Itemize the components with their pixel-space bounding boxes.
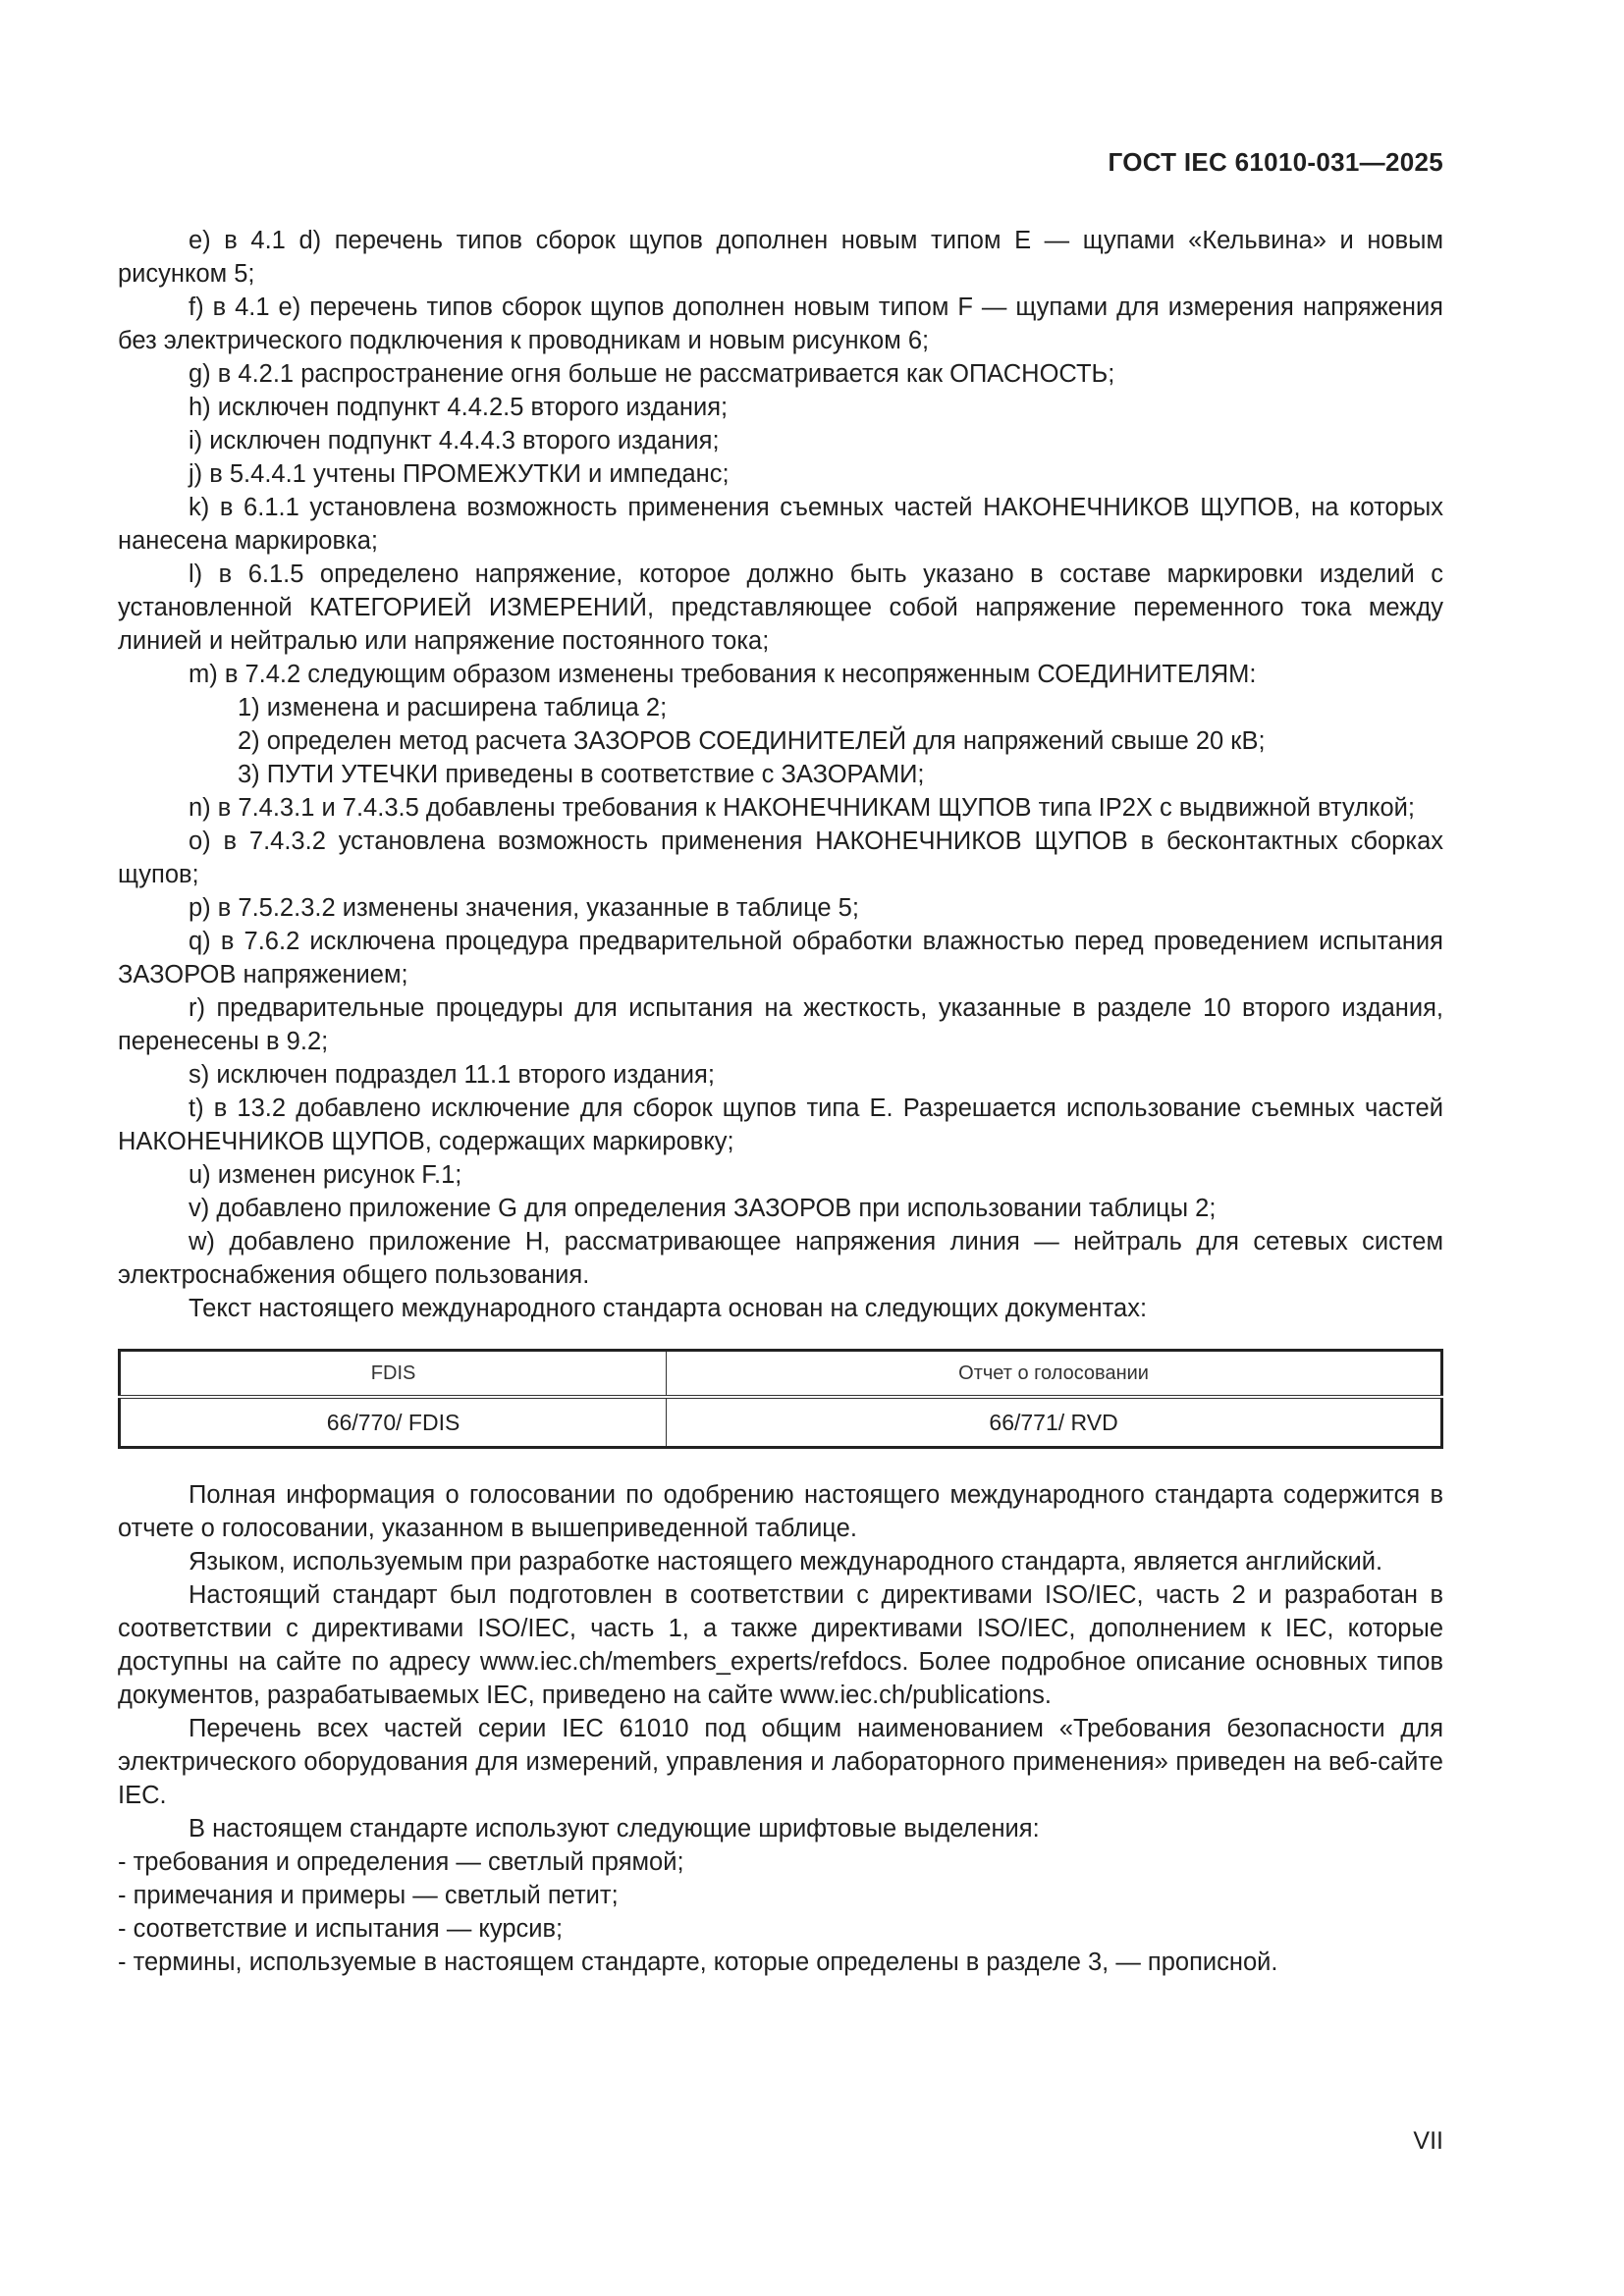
paragraph: m) в 7.4.2 следующим образом изменены требования к несопряженным СОЕДИНИТЕЛЯМ: xyxy=(189,661,1257,688)
paragraph: v) добавлено приложение G для определения ЗАЗОРОВ при использовании таблицы 2; xyxy=(189,1195,1217,1222)
paragraph: s) исключен подраздел 11.1 второго издания; xyxy=(189,1061,715,1089)
voting-table xyxy=(118,1349,1443,1449)
page-number: VII xyxy=(1413,2127,1443,2155)
list-item: - примечания и примеры — светлый петит; xyxy=(118,1882,619,1909)
paragraph: 2) определен метод расчета ЗАЗОРОВ СОЕДИНИТЕЛЕЙ для напряжений свыше 20 кВ; xyxy=(238,727,1266,755)
list-item: - соответствие и испытания — курсив; xyxy=(118,1915,564,1943)
table-cell: 66/771/ RVD xyxy=(989,1410,1118,1435)
paragraph: В настоящем стандарте используют следующие шрифтовые выделения: xyxy=(189,1815,1040,1842)
paragraph: g) в 4.2.1 распространение огня больше не рассматривается как ОПАСНОСТЬ; xyxy=(189,360,1115,388)
list-item: - требования и определения — светлый прямой; xyxy=(118,1848,684,1876)
paragraph: j) в 5.4.4.1 учтены ПРОМЕЖУТКИ и импеданс; xyxy=(189,460,730,488)
table-header-row xyxy=(120,1351,1442,1398)
table-header-cell: FDIS xyxy=(120,1351,667,1398)
paragraph: n) в 7.4.3.1 и 7.4.3.5 добавлены требования к НАКОНЕЧНИКАМ ЩУПОВ типа IP2X с выдвижной втулкой; xyxy=(189,794,1415,822)
paragraph: t) в 13.2 добавлено исключение для сборок щупов типа Е. Разрешается использование съемных частей НАКОНЕЧНИКОВ ЩУПОВ, содержащих маркировку; xyxy=(118,1095,1443,1155)
paragraph: 3) ПУТИ УТЕЧКИ приведены в соответствие с ЗАЗОРАМИ; xyxy=(238,761,925,788)
table-header-cell: Отчет о голосовании xyxy=(667,1351,1442,1398)
document-header: ГОСТ IEC 61010-031—2025 xyxy=(1108,147,1443,177)
paragraph: u) изменен рисунок F.1; xyxy=(189,1161,462,1189)
paragraph: Настоящий стандарт был подготовлен в соответствии с директивами ISO/IEC, часть 2 и разработан в соответствии с директивами ISO/IEC, часть 1, а также директивами ISO/IEC, дополнением к IEC, которые доступны на сайте по адресу www.iec.ch/members_experts/refdocs. Более подробное описание основных типов документов, разрабатываемых IEC, приведено на сайте www.iec.ch/publications. xyxy=(118,1581,1443,1709)
paragraph: l) в 6.1.5 определено напряжение, которое должно быть указано в составе маркировки изделий с установленной КАТЕГОРИЕЙ ИЗМЕРЕНИЙ, представляющее собой напряжение переменного тока между линией и нейтралью или напряжение постоянного тока; xyxy=(118,561,1443,655)
paragraph: Полная информация о голосовании по одобрению настоящего международного стандарта содержится в отчете о голосовании, указанном в вышеприведенной таблице. xyxy=(118,1481,1443,1542)
voting-table-wrapper xyxy=(118,1349,1443,1449)
paragraph: w) добавлено приложение H, рассматривающее напряжения линия — нейтраль для сетевых систем электроснабжения общего пользования. xyxy=(118,1228,1443,1289)
paragraph: r) предварительные процедуры для испытания на жесткость, указанные в разделе 10 второго издания, перенесены в 9.2; xyxy=(118,994,1443,1055)
document-page xyxy=(118,0,1443,2296)
table-cell: 66/770/ FDIS xyxy=(120,1397,667,1448)
paragraph: i) исключен подпункт 4.4.4.3 второго издания; xyxy=(189,427,720,454)
paragraph: Языком, используемым при разработке настоящего международного стандарта, является английский. xyxy=(189,1548,1383,1575)
paragraph: e) в 4.1 d) перечень типов сборок щупов дополнен новым типом Е — щупами «Кельвина» и новым рисунком 5; xyxy=(118,227,1443,288)
changes-list xyxy=(118,224,1443,1325)
paragraph: q) в 7.6.2 исключена процедура предварительной обработки влажностью перед проведением испытания ЗАЗОРОВ напряжением; xyxy=(118,928,1443,988)
paragraph: o) в 7.4.3.2 установлена возможность применения НАКОНЕЧНИКОВ ЩУПОВ в бесконтактных сборках щупов; xyxy=(118,828,1443,888)
paragraph: f) в 4.1 e) перечень типов сборок щупов дополнен новым типом F — щупами для измерения напряжения без электрического подключения к проводникам и новым рисунком 6; xyxy=(118,294,1443,354)
paragraph: k) в 6.1.1 установлена возможность применения съемных частей НАКОНЕЧНИКОВ ЩУПОВ, на которых нанесена маркировка; xyxy=(118,494,1443,555)
table-row xyxy=(120,1397,1442,1448)
paragraph: 1) изменена и расширена таблица 2; xyxy=(238,694,668,721)
paragraph: h) исключен подпункт 4.4.2.5 второго издания; xyxy=(189,394,729,421)
paragraph: Перечень всех частей серии IEC 61010 под общим наименованием «Требования безопасности для электрического оборудования для измерений, управления и лабораторного применения» приведен на веб-сайте IEC. xyxy=(118,1715,1443,1809)
paragraph: Текст настоящего международного стандарта основан на следующих документах: xyxy=(189,1295,1148,1322)
closing-paragraphs xyxy=(118,1478,1443,1979)
document-body xyxy=(118,224,1443,1979)
list-item: - термины, используемые в настоящем стандарте, которые определены в разделе 3, — прописной. xyxy=(118,1949,1278,1976)
paragraph: p) в 7.5.2.3.2 изменены значения, указанные в таблице 5; xyxy=(189,894,859,922)
